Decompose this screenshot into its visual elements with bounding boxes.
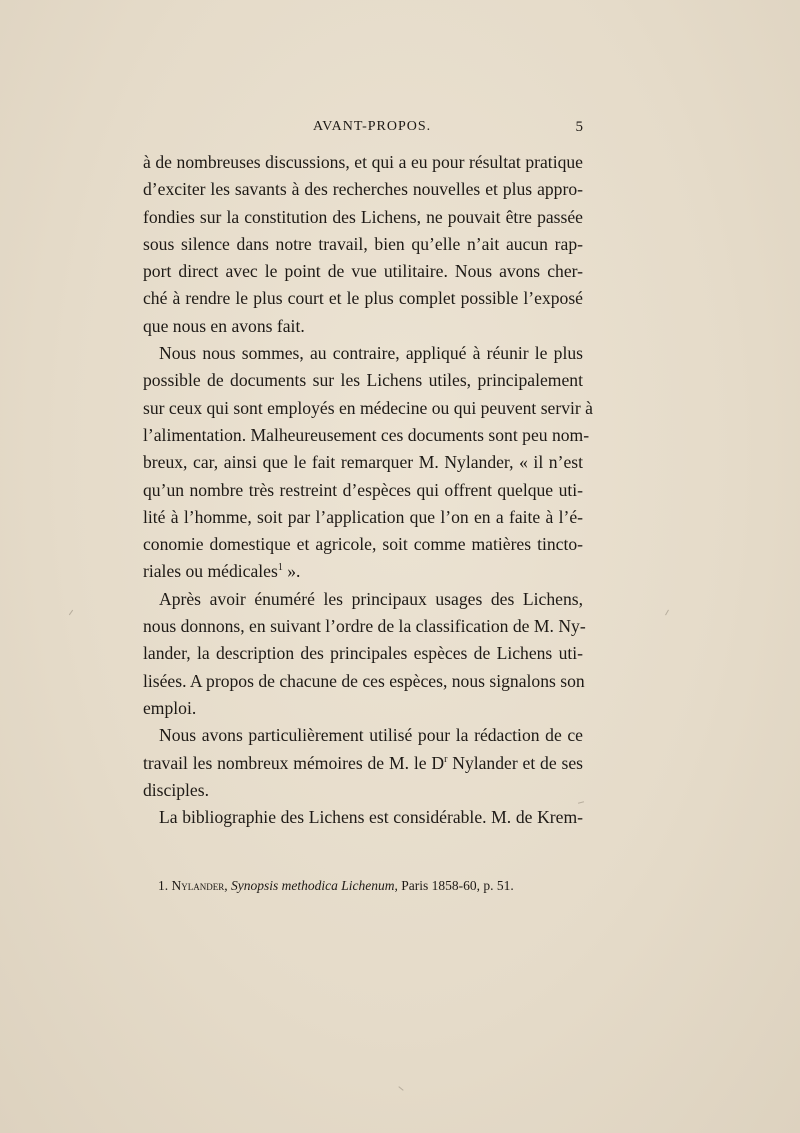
text-line: sous silence dans notre travail, bien qu’elle n’ait aucun rap- — [143, 233, 583, 254]
footnote — [158, 878, 514, 894]
text-line: lander, la description des principales espèces de Lichens uti- — [143, 643, 583, 664]
text-fragment: ». — [282, 561, 301, 582]
text-line: lisées. A propos de chacune de ces espèces, nous signalons son — [143, 670, 585, 691]
paragraph-2 — [143, 340, 593, 586]
text-line: qu’un nombre très restreint d’espèces qui offrent quelque uti- — [143, 479, 583, 500]
text-line: lité à l’homme, soit par l’application que l’on en a faite à l’é- — [143, 506, 583, 527]
paragraph-3 — [143, 586, 586, 722]
paragraph-4 — [143, 722, 583, 804]
text-line: port direct avec le point de vue utilitaire. Nous avons cher- — [143, 261, 583, 282]
footnote-reference: 1 — [277, 562, 283, 574]
text-line: d’exciter les savants à des recherches nouvelles et plus appro- — [143, 179, 583, 200]
paper-speck — [69, 610, 73, 615]
text-line: que nous en avons fait. — [143, 315, 305, 336]
text-line: emploi. — [143, 697, 197, 718]
superscript: r — [444, 753, 448, 765]
body-text — [143, 149, 593, 831]
running-head — [143, 119, 583, 139]
paragraph-5 — [143, 804, 583, 831]
text-fragment: travail les nombreux mémoires de M. le D — [143, 752, 445, 773]
page-number: 5 — [575, 119, 583, 135]
text-line: possible de documents sur les Lichens utiles, principalement — [143, 370, 583, 391]
text-line: l’alimentation. Malheureusement ces documents sont peu nom- — [143, 424, 590, 445]
text-fragment: riales ou médicales — [143, 561, 278, 582]
paragraph-1 — [143, 149, 583, 340]
text-line — [143, 750, 583, 777]
text-line: Nous avons particulièrement utilisé pour la rédaction de ce — [159, 725, 583, 746]
text-line: nous donnons, en suivant l’ordre de la classification de M. Ny- — [143, 616, 586, 637]
text-line — [143, 558, 583, 585]
text-line: ché à rendre le plus court et le plus complet possible l’exposé — [143, 288, 583, 309]
paper-speck — [398, 1086, 403, 1091]
footnote-number: 1. — [158, 878, 169, 893]
footnote-comma: , — [224, 878, 228, 893]
text-line: Après avoir énuméré les principaux usages des Lichens, — [159, 588, 583, 609]
paper-speck — [665, 610, 669, 616]
text-line: disciples. — [143, 779, 209, 800]
text-line: conomie domestique et agricole, soit comme matières tincto- — [143, 534, 583, 555]
text-line: fondies sur la constitution des Lichens, ne pouvait être passée — [143, 206, 583, 227]
text-line: sur ceux qui sont employés en médecine ou qui peuvent servir à — [143, 397, 593, 418]
text-line: à de nombreuses discussions, et qui a eu pour résultat pratique — [143, 152, 583, 172]
text-line: Nous nous sommes, au contraire, appliqué à réunir le plus — [159, 343, 583, 364]
footnote-rest: , Paris 1858-60, p. 51. — [394, 878, 514, 893]
footnote-title: Synopsis methodica Lichenum — [231, 878, 395, 893]
text-line: La bibliographie des Lichens est considérable. M. de Krem- — [159, 807, 583, 828]
text-fragment: Nylander et de ses — [447, 752, 583, 773]
text-line: breux, car, ainsi que le fait remarquer M. Nylander, « il n’est — [143, 452, 583, 473]
footnote-author: Nylander — [171, 878, 225, 893]
running-title: AVANT-PROPOS. — [313, 119, 432, 134]
